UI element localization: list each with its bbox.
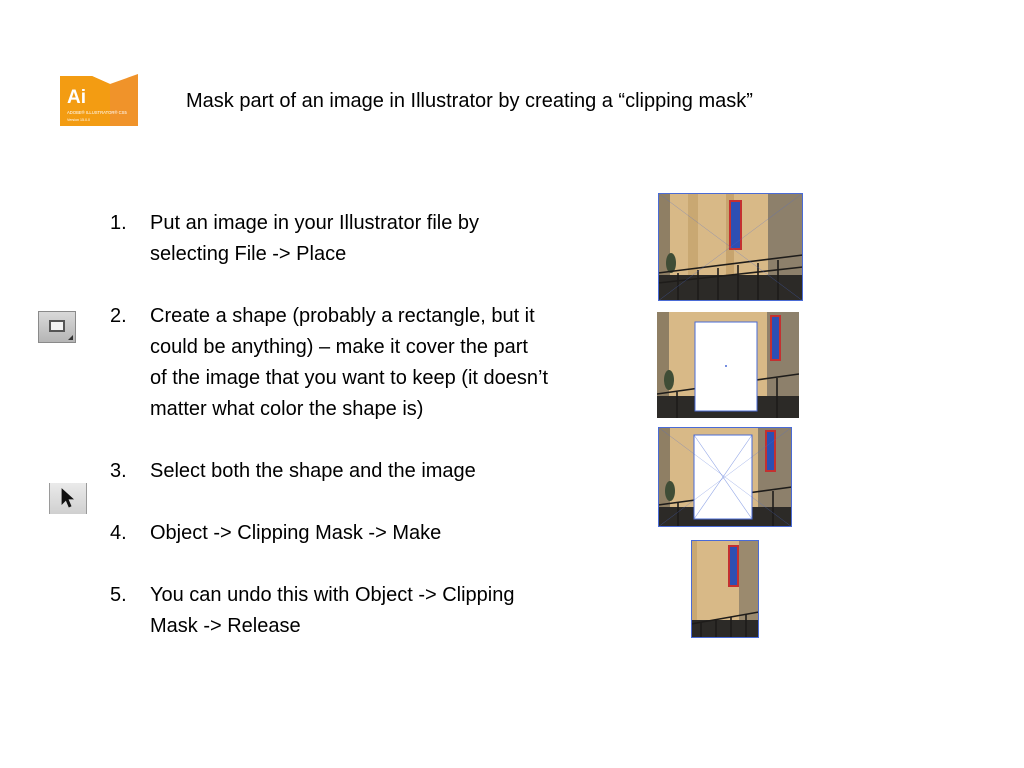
logo-mark: Ai [67, 87, 86, 108]
step-item [110, 301, 550, 425]
logo-line2: Version 15.0.0 [67, 118, 90, 122]
step-item [110, 580, 550, 642]
selection-arrow-icon [49, 483, 87, 514]
step-number: 4. [110, 522, 127, 544]
step-list [110, 208, 550, 673]
page-title: Mask part of an image in Illustrator by creating a “clipping mask” [186, 90, 753, 112]
step-text: Put an image in your Illustrator file by selecting File -> Place [150, 212, 480, 265]
shape-over-image [657, 312, 799, 418]
step-number: 2. [110, 305, 127, 327]
logo-line1: ADOBE® ILLUSTRATOR® CS5 [67, 110, 127, 115]
rectangle-tool-icon [38, 311, 76, 343]
step-number: 3. [110, 460, 127, 482]
step-number: 5. [110, 584, 127, 606]
step-item [110, 208, 550, 270]
step-text: You can undo this with Object -> Clipping Mask -> Release [150, 584, 515, 637]
illustrator-logo [60, 74, 138, 126]
step-item [110, 518, 550, 549]
step-text: Object -> Clipping Mask -> Make [150, 522, 442, 544]
step-text: Create a shape (probably a rectangle, but it could be anything) – make it cover the part of the image that you want to keep (it doesn’t matter what color the shape is) [150, 305, 549, 420]
step-number: 1. [110, 212, 127, 234]
placed-image [658, 193, 803, 301]
clipped-result [691, 540, 759, 638]
step-text: Select both the shape and the image [150, 460, 476, 482]
step-item [110, 456, 550, 487]
both-selected [658, 427, 792, 527]
